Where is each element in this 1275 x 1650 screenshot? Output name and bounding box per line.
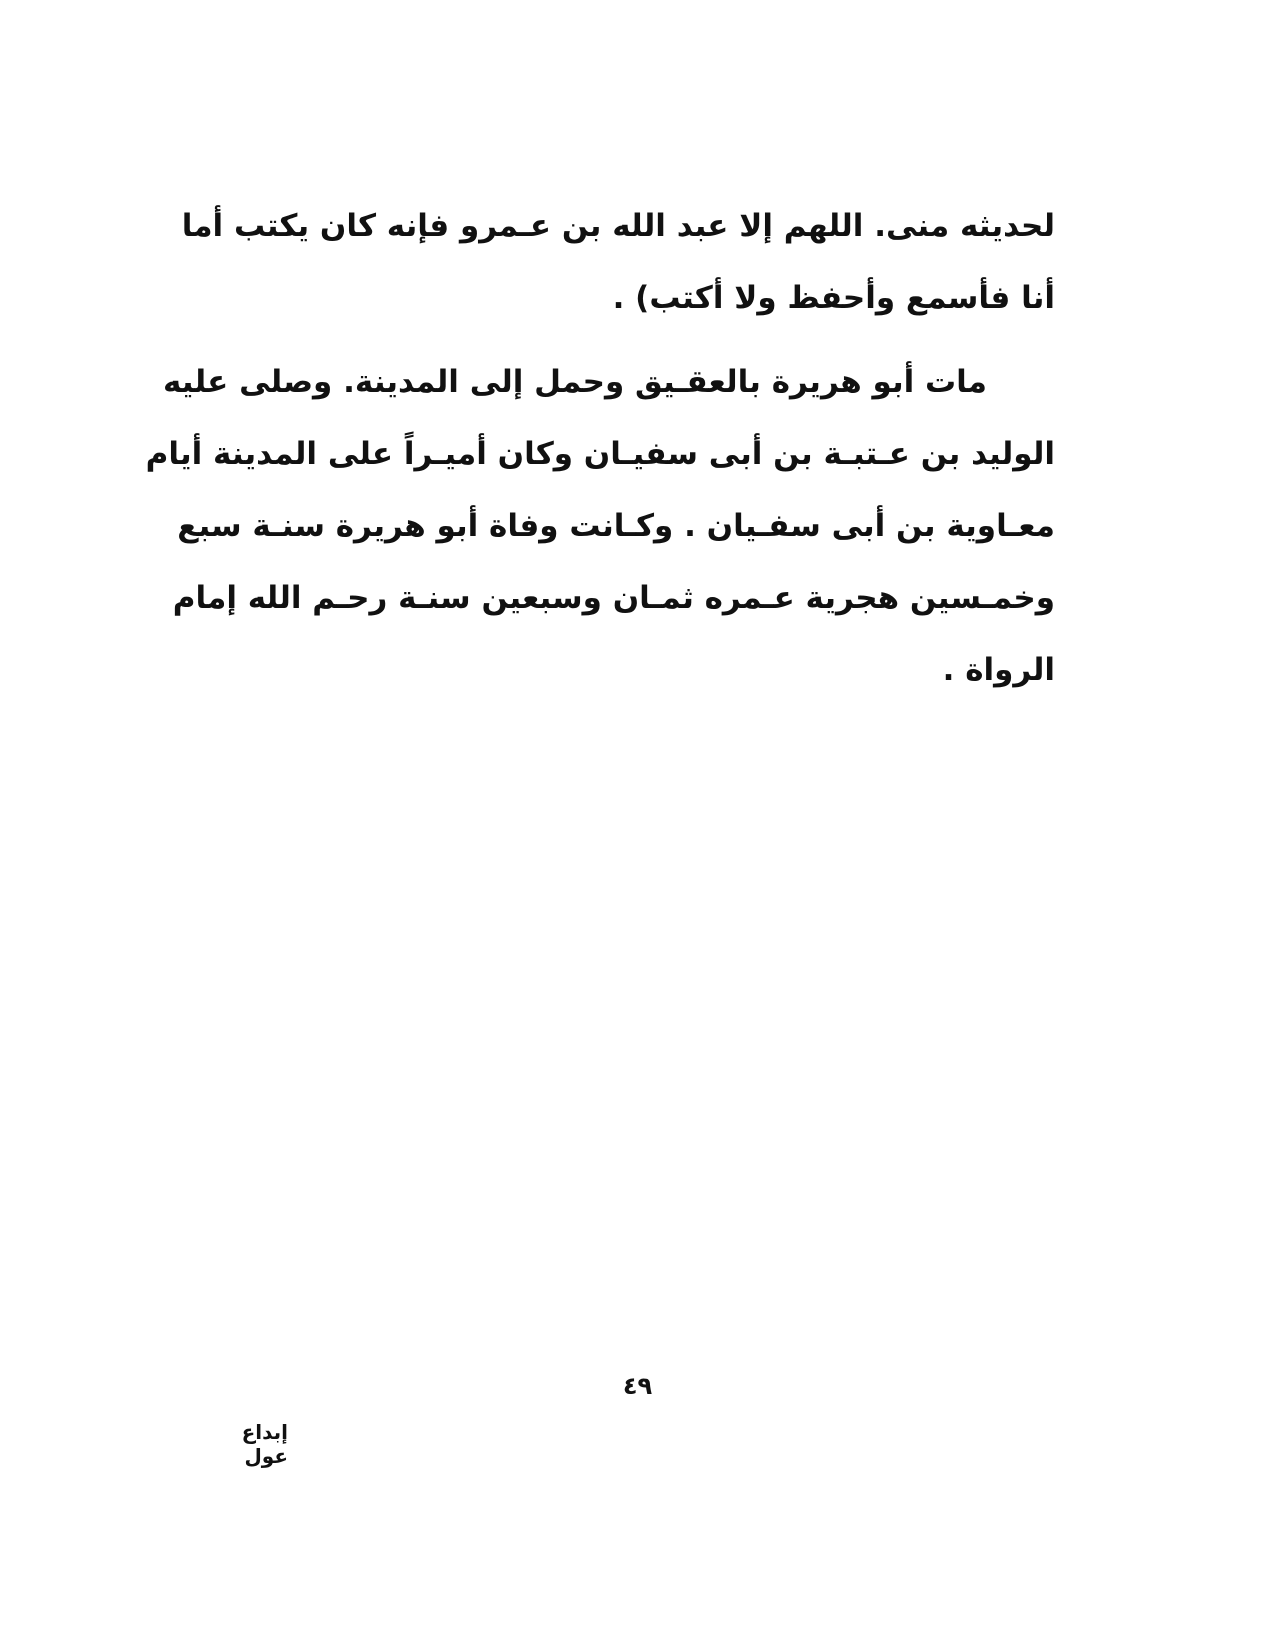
paragraph-2 xyxy=(145,346,1055,706)
page-number: ٤٩ xyxy=(622,1372,653,1400)
text-line: لحديثه منى. اللهم إلا عبد الله بن عـمرو فإنه كان يكتب أما xyxy=(181,208,1055,244)
text-line: الوليد بن عـتبـة بن أبى سفيـان وكان أميـراً على المدينة أيام xyxy=(145,436,1055,472)
watermark-logo: إبداع عول xyxy=(241,1420,288,1468)
paragraph-1 xyxy=(181,190,1055,334)
text-line: أنا فأسمع وأحفظ ولا أكتب) . xyxy=(612,280,1055,316)
text-line: وخمـسين هجرية عـمره ثمـان وسبعين سنـة رحـم الله إمام xyxy=(172,580,1055,616)
text-line: معـاوية بن أبى سفـيان . وكـانت وفاة أبو هريرة سنـة سبع xyxy=(177,508,1055,544)
text-line: الرواة . xyxy=(942,652,1055,688)
body-text xyxy=(145,190,1055,706)
text-line: مات أبو هريرة بالعقـيق وحمل إلى المدينة. وصلى عليه xyxy=(163,364,987,400)
